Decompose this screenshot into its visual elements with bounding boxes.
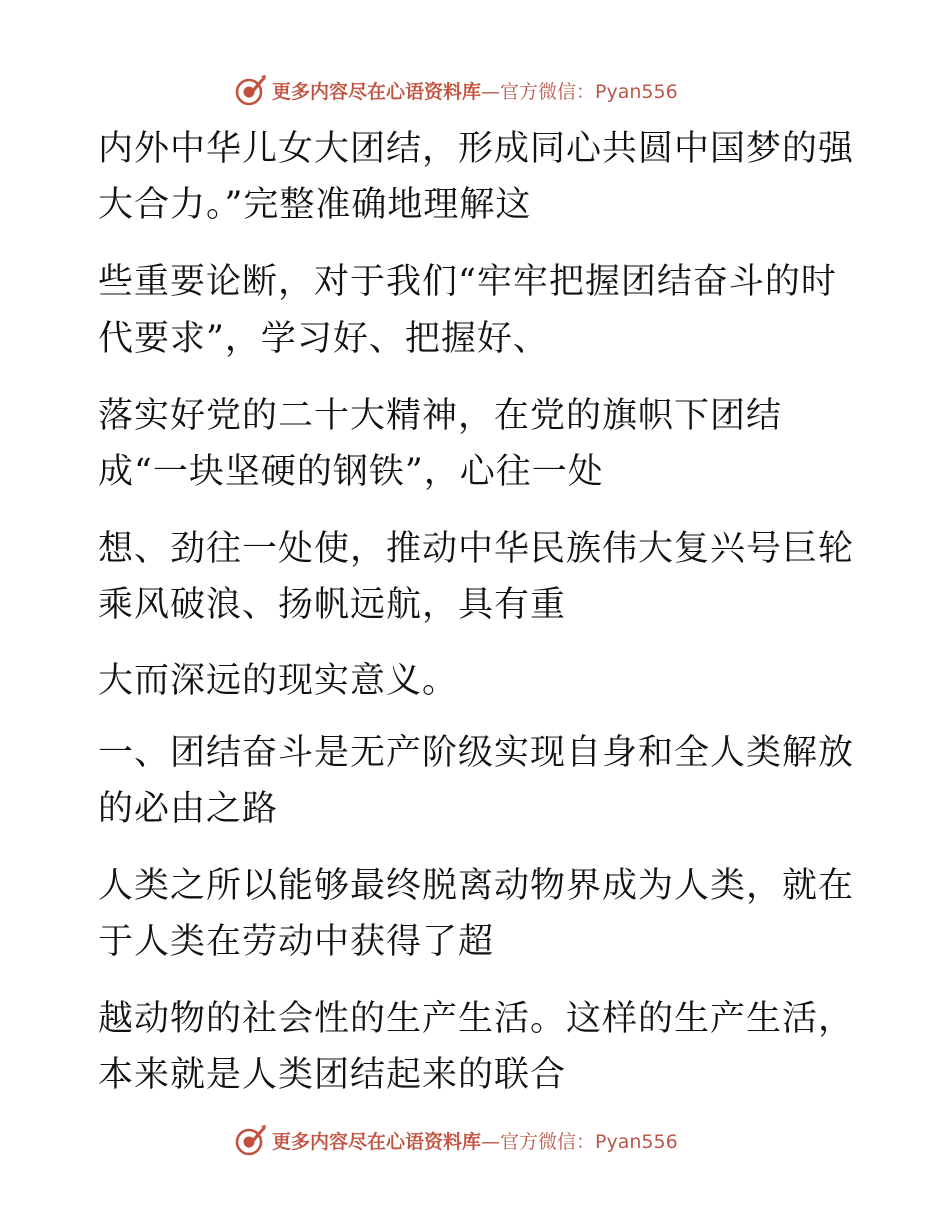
text-line: 人类之所以能够最终脱离动物界成为人类，就在 xyxy=(98,866,855,906)
text-line: 内外中华儿女大团结，形成同心共圆中国梦的强 xyxy=(98,129,855,169)
watermark-text xyxy=(272,77,678,104)
text-line: 乘风破浪、扬帆远航，具有重 xyxy=(98,585,567,625)
text-line: 于人类在劳动中获得了超 xyxy=(98,922,495,962)
text-line: 些重要论断，对于我们“牢牢把握团结奋斗的时 xyxy=(98,262,837,302)
header-watermark xyxy=(234,72,678,108)
watermark-contact: —官方微信：Pyan556 xyxy=(481,80,678,103)
text-line: 代要求”，学习好、把握好、 xyxy=(98,319,549,359)
footer-watermark xyxy=(234,1122,678,1158)
text-line: 大而深远的现实意义。 xyxy=(98,661,459,701)
watermark-text xyxy=(272,1127,678,1154)
text-line: 想、劲往一处使，推动中华民族伟大复兴号巨轮 xyxy=(98,529,855,569)
section-heading: 的必由之路 xyxy=(98,789,279,829)
text-line: 成“一块坚硬的钢铁”，心往一处 xyxy=(98,452,604,492)
watermark-title: 更多内容尽在心语资料库 xyxy=(272,1130,482,1153)
text-line: 落实好党的二十大精神，在党的旗帜下团结 xyxy=(98,396,783,436)
watermark-title: 更多内容尽在心语资料库 xyxy=(272,80,482,103)
text-line: 本来就是人类团结起来的联合 xyxy=(98,1055,567,1095)
watermark-contact: —官方微信：Pyan556 xyxy=(481,1130,678,1153)
text-line: 大合力。”完整准确地理解这 xyxy=(98,185,532,225)
text-line: 越动物的社会性的生产生活。这样的生产生活， xyxy=(98,999,855,1039)
quill-pen-logo-icon xyxy=(234,1123,268,1157)
section-heading: 一、团结奋斗是无产阶级实现自身和全人类解放 xyxy=(98,733,855,773)
quill-pen-logo-icon xyxy=(234,73,268,107)
